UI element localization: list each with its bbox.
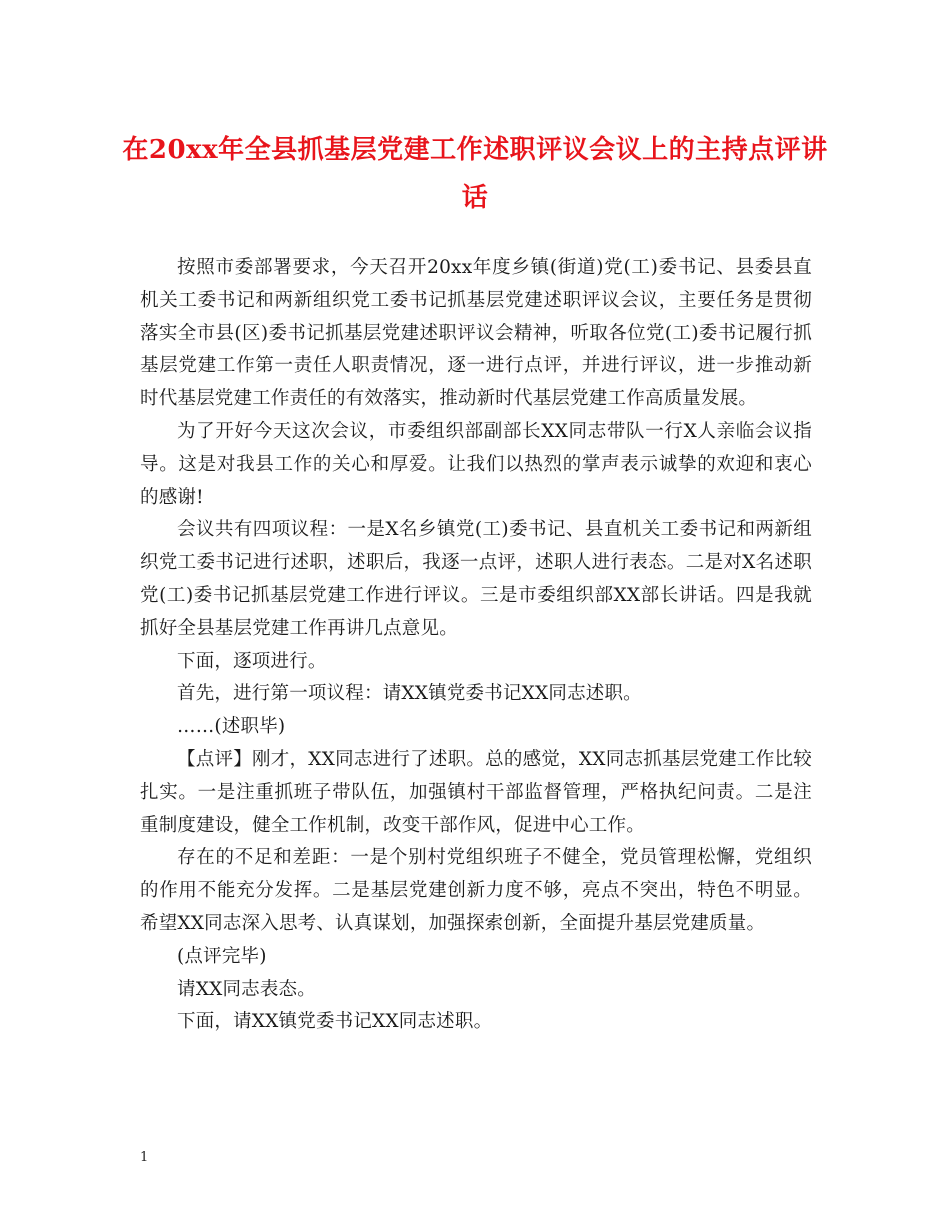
page-number: 1 [140,1150,149,1165]
paragraph-10: 请XX同志表态。 [177,978,316,1000]
paragraph-8: 存在的不足和差距：一是个别村党组织班子不健全，党员管理松懈，党组织的作用不能充分发挥。二是基层党建创新力度不够，亮点不突出，特色不明显。希望XX同志深入思考、认真谋划，加强探索创新，全面提升基层党建质量。 [140,847,812,934]
paragraph-3: 会议共有四项议程：一是X名乡镇党(工)委书记、县直机关工委书记和两新组织党工委书记进行述职，述职后，我逐一点评，述职人进行表态。二是对X名述职党(工)委书记抓基层党建工作进行评议。三是市委组织部XX部长讲话。四是我就抓好全县基层党建工作再讲几点意见。 [140,519,812,639]
paragraph-5: 首先，进行第一项议程：请XX镇党委书记XX同志述职。 [177,683,642,705]
paragraph-4: 下面，逐项进行。 [177,650,327,672]
document-title: 在20xx年全县抓基层党建工作述职评议会议上的主持点评讲话 [122,135,828,213]
paragraph-7: 【点评】刚才，XX同志进行了述职。总的感觉，XX同志抓基层党建工作比较扎实。一是注重抓班子带队伍，加强镇村干部监督管理，严格执纪问责。二是注重制度建设，健全工作机制，改变干部作风，促进中心工作。 [140,748,812,836]
paragraph-9: (点评完毕) [177,945,267,967]
document-body [140,252,812,1039]
paragraph-11: 下面，请XX镇党委书记XX同志述职。 [177,1011,493,1033]
paragraph-6: ……(述职毕) [177,716,286,738]
paragraph-2: 为了开好今天这次会议，市委组织部副部长XX同志带队一行X人亲临会议指导。这是对我县工作的关心和厚爱。让我们以热烈的掌声表示诚挚的欢迎和衷心的感谢! [140,420,812,508]
paragraph-1: 按照市委部署要求，今天召开20xx年度乡镇(街道)党(工)委书记、县委县直机关工委书记和两新组织党工委书记抓基层党建述职评议会议，主要任务是贯彻落实全市县(区)委书记抓基层党建述职评议会精神，听取各位党(工)委书记履行抓基层党建工作第一责任人职责情况，逐一进行点评，并进行评议，进一步推动新时代基层党建工作责任的有效落实，推动新时代基层党建工作高质量发展。 [140,257,812,410]
